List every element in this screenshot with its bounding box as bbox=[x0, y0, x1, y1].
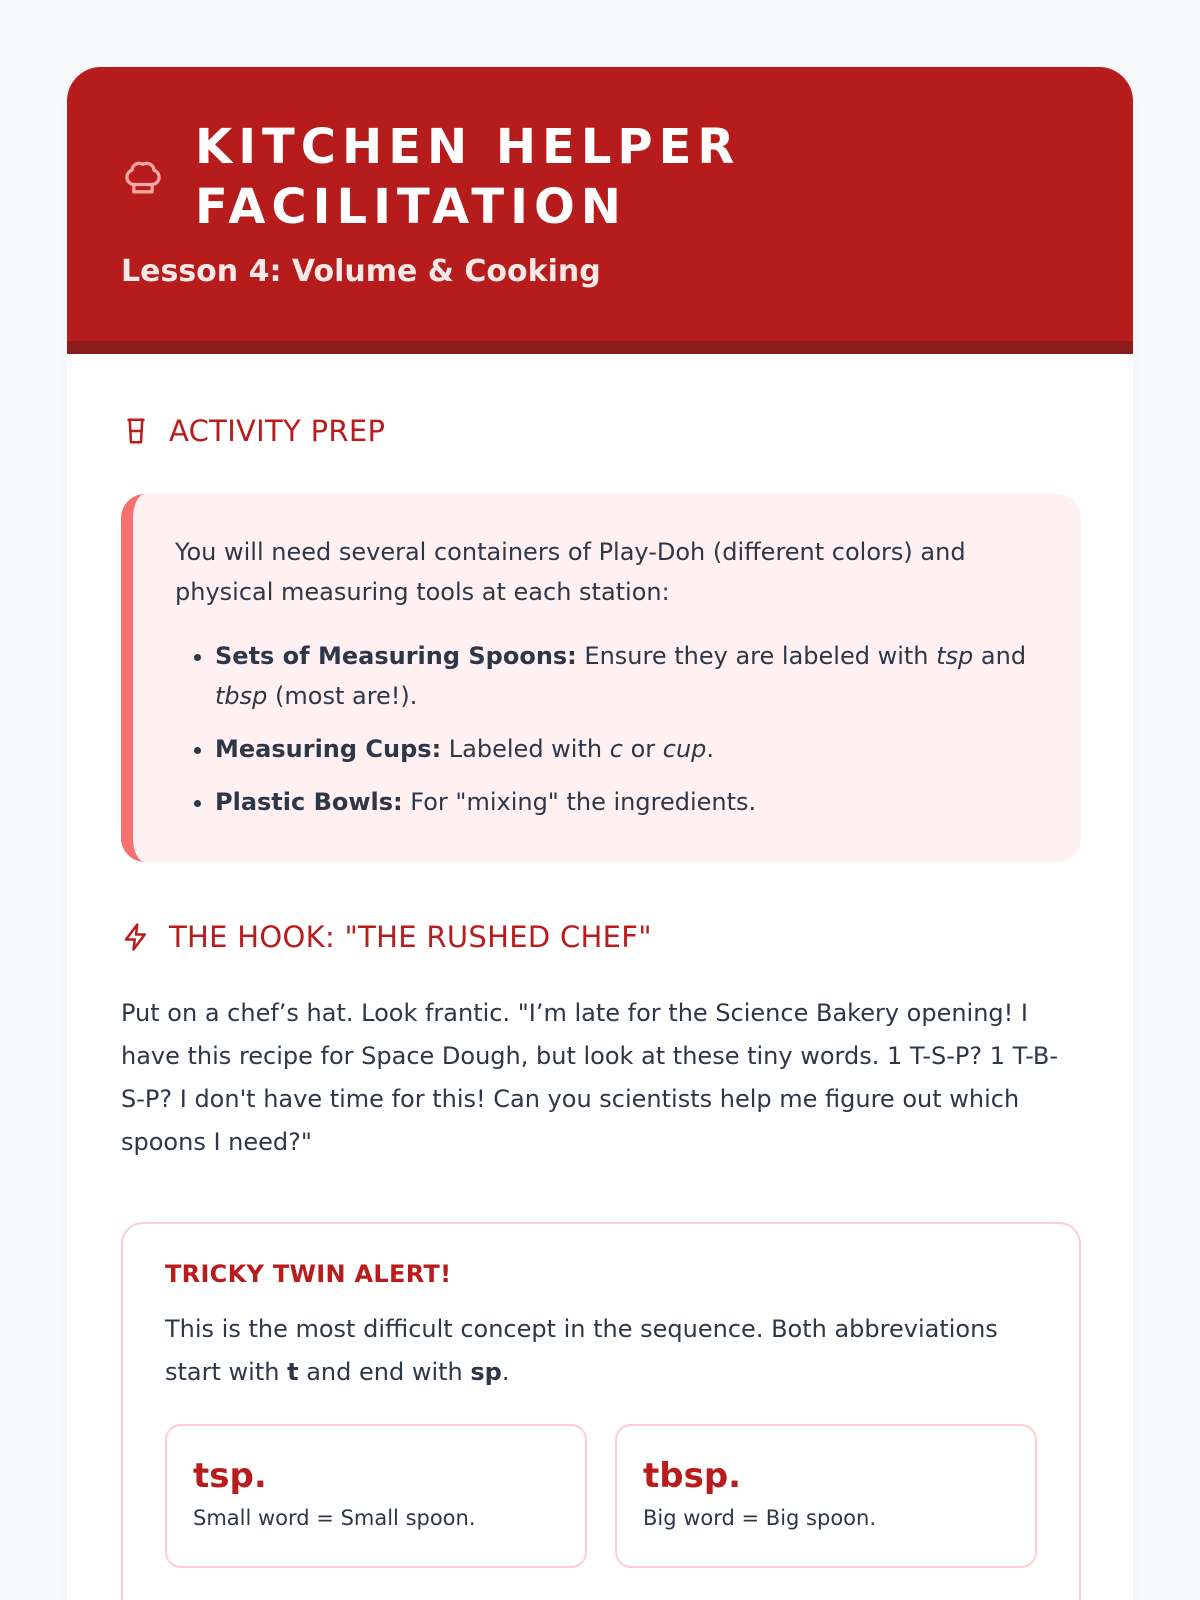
cup-icon bbox=[121, 415, 151, 447]
item-text: Labeled with bbox=[441, 735, 610, 763]
item-text: or bbox=[622, 735, 663, 763]
item-text: . bbox=[706, 735, 715, 763]
item-emphasis: cup bbox=[662, 735, 707, 763]
twin-desc: Small word = Small spoon. bbox=[193, 1506, 476, 1530]
item-emphasis: c bbox=[609, 735, 623, 763]
page-title: KITCHEN HELPER FACILITATION bbox=[195, 119, 741, 235]
twin-card-tbsp bbox=[615, 1424, 1037, 1568]
item-text: For "mixing" the ingredients. bbox=[402, 788, 757, 816]
alert-bold: sp bbox=[470, 1358, 502, 1386]
page-subtitle: Lesson 4: Volume & Cooking bbox=[121, 254, 601, 289]
title-block bbox=[195, 117, 795, 237]
twin-cards bbox=[165, 1424, 1037, 1568]
alert-text-part: This is the most difficult concept in the sequence. Both abbreviations start with bbox=[165, 1315, 998, 1386]
prep-intro: You will need several containers of Play-Doh (different colors) and physical measuring tools at each station: bbox=[175, 538, 966, 606]
section-title: ACTIVITY PREP bbox=[169, 414, 386, 448]
item-emphasis: tsp bbox=[936, 642, 974, 670]
alert-title: TRICKY TWIN ALERT! bbox=[165, 1260, 452, 1288]
twin-desc: Big word = Big spoon. bbox=[643, 1506, 877, 1530]
activity-prep-heading bbox=[121, 414, 385, 448]
alert-text bbox=[165, 1308, 1005, 1394]
prep-list bbox=[175, 636, 1041, 822]
hook-heading bbox=[121, 920, 652, 954]
item-emphasis: tbsp bbox=[215, 682, 268, 710]
item-text: and bbox=[973, 642, 1027, 670]
twin-abbr: tbsp. bbox=[643, 1456, 742, 1496]
twin-card-tsp bbox=[165, 1424, 587, 1568]
alert-text-part: . bbox=[501, 1358, 510, 1386]
alert-text-part: and end with bbox=[298, 1358, 471, 1386]
section-title: THE HOOK: "THE RUSHED CHEF" bbox=[169, 920, 652, 954]
activity-prep-box bbox=[121, 494, 1081, 862]
hook-text: Put on a chef’s hat. Look frantic. "I’m late for the Science Bakery opening! I have this recipe for Space Dough, but look at these tiny words. 1 T-S-P? 1 T-B-S-P? I don't have time for this! Can you scientists help me figure out which spoons I need?" bbox=[121, 999, 1058, 1156]
alert-bold: t bbox=[287, 1358, 299, 1386]
item-text: Ensure they are labeled with bbox=[576, 642, 937, 670]
tricky-twin-alert bbox=[121, 1222, 1081, 1600]
list-item bbox=[215, 636, 1041, 716]
list-item bbox=[215, 729, 1041, 769]
item-label: Measuring Cups: bbox=[215, 735, 442, 763]
item-text: (most are!). bbox=[267, 682, 418, 710]
lightning-icon bbox=[121, 921, 151, 953]
item-label: Plastic Bowls: bbox=[215, 788, 403, 816]
twin-abbr: tsp. bbox=[193, 1456, 267, 1496]
item-label: Sets of Measuring Spoons: bbox=[215, 642, 577, 670]
header bbox=[67, 67, 1133, 354]
list-item bbox=[215, 782, 1041, 822]
chef-hat-icon bbox=[121, 157, 165, 201]
